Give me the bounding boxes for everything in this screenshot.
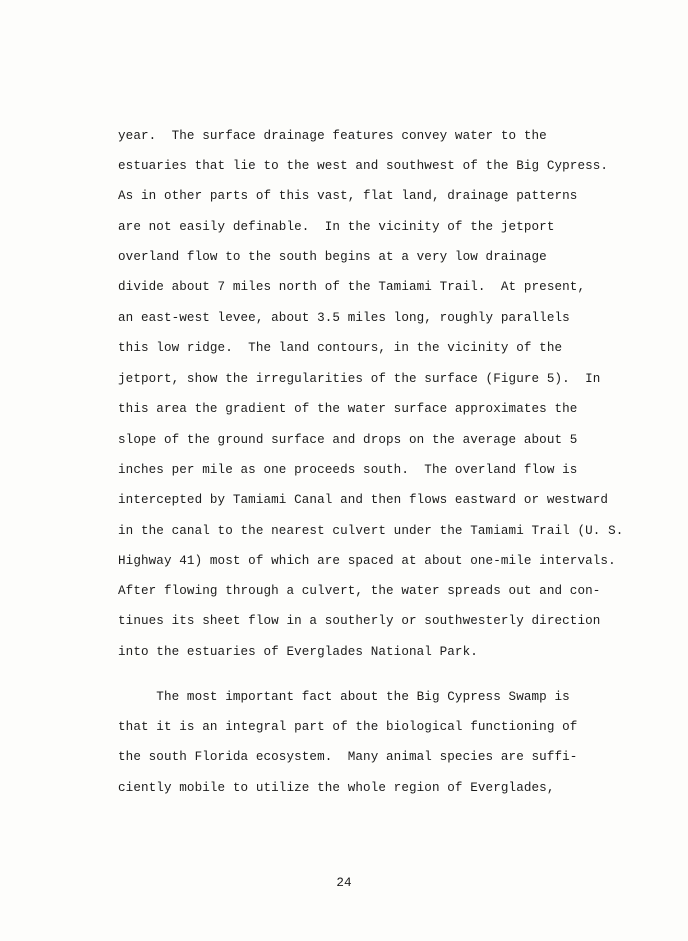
text-line: estuaries that lie to the west and southwest of the Big Cypress. xyxy=(118,159,609,173)
text-line: divide about 7 miles north of the Tamiami Trail. At present, xyxy=(118,280,586,294)
text-line: an east-west levee, about 3.5 miles long, roughly parallels xyxy=(118,311,570,325)
text-line: into the estuaries of Everglades National Park. xyxy=(118,645,478,659)
text-line: inches per mile as one proceeds south. The overland flow is xyxy=(118,463,578,477)
text-line: year. The surface drainage features convey water to the xyxy=(118,129,547,143)
text-line: Highway 41) most of which are spaced at about one-mile intervals. xyxy=(118,554,616,568)
text-line: jetport, show the irregularities of the surface (Figure 5). In xyxy=(118,372,601,386)
text-line: that it is an integral part of the biological functioning of xyxy=(118,720,578,734)
text-line: ciently mobile to utilize the whole region of Everglades, xyxy=(118,781,555,795)
text-line: The most important fact about the Big Cypress Swamp is xyxy=(118,690,570,704)
text-line: As in other parts of this vast, flat land, drainage patterns xyxy=(118,189,578,203)
text-line: this low ridge. The land contours, in the vicinity of the xyxy=(118,341,563,355)
text-line: tinues its sheet flow in a southerly or southwesterly direction xyxy=(118,614,601,628)
text-line: overland flow to the south begins at a very low drainage xyxy=(118,250,547,264)
text-line: this area the gradient of the water surface approximates the xyxy=(118,402,578,416)
text-line: the south Florida ecosystem. Many animal species are suffi- xyxy=(118,750,578,764)
text-line: intercepted by Tamiami Canal and then flows eastward or westward xyxy=(118,493,609,507)
text-line: After flowing through a culvert, the water spreads out and con- xyxy=(118,584,601,598)
page-number: 24 xyxy=(336,876,352,890)
text-line: in the canal to the nearest culvert under the Tamiami Trail (U. S. xyxy=(118,524,624,538)
text-line: slope of the ground surface and drops on the average about 5 xyxy=(118,433,578,447)
text-line: are not easily definable. In the vicinity of the jetport xyxy=(118,220,555,234)
